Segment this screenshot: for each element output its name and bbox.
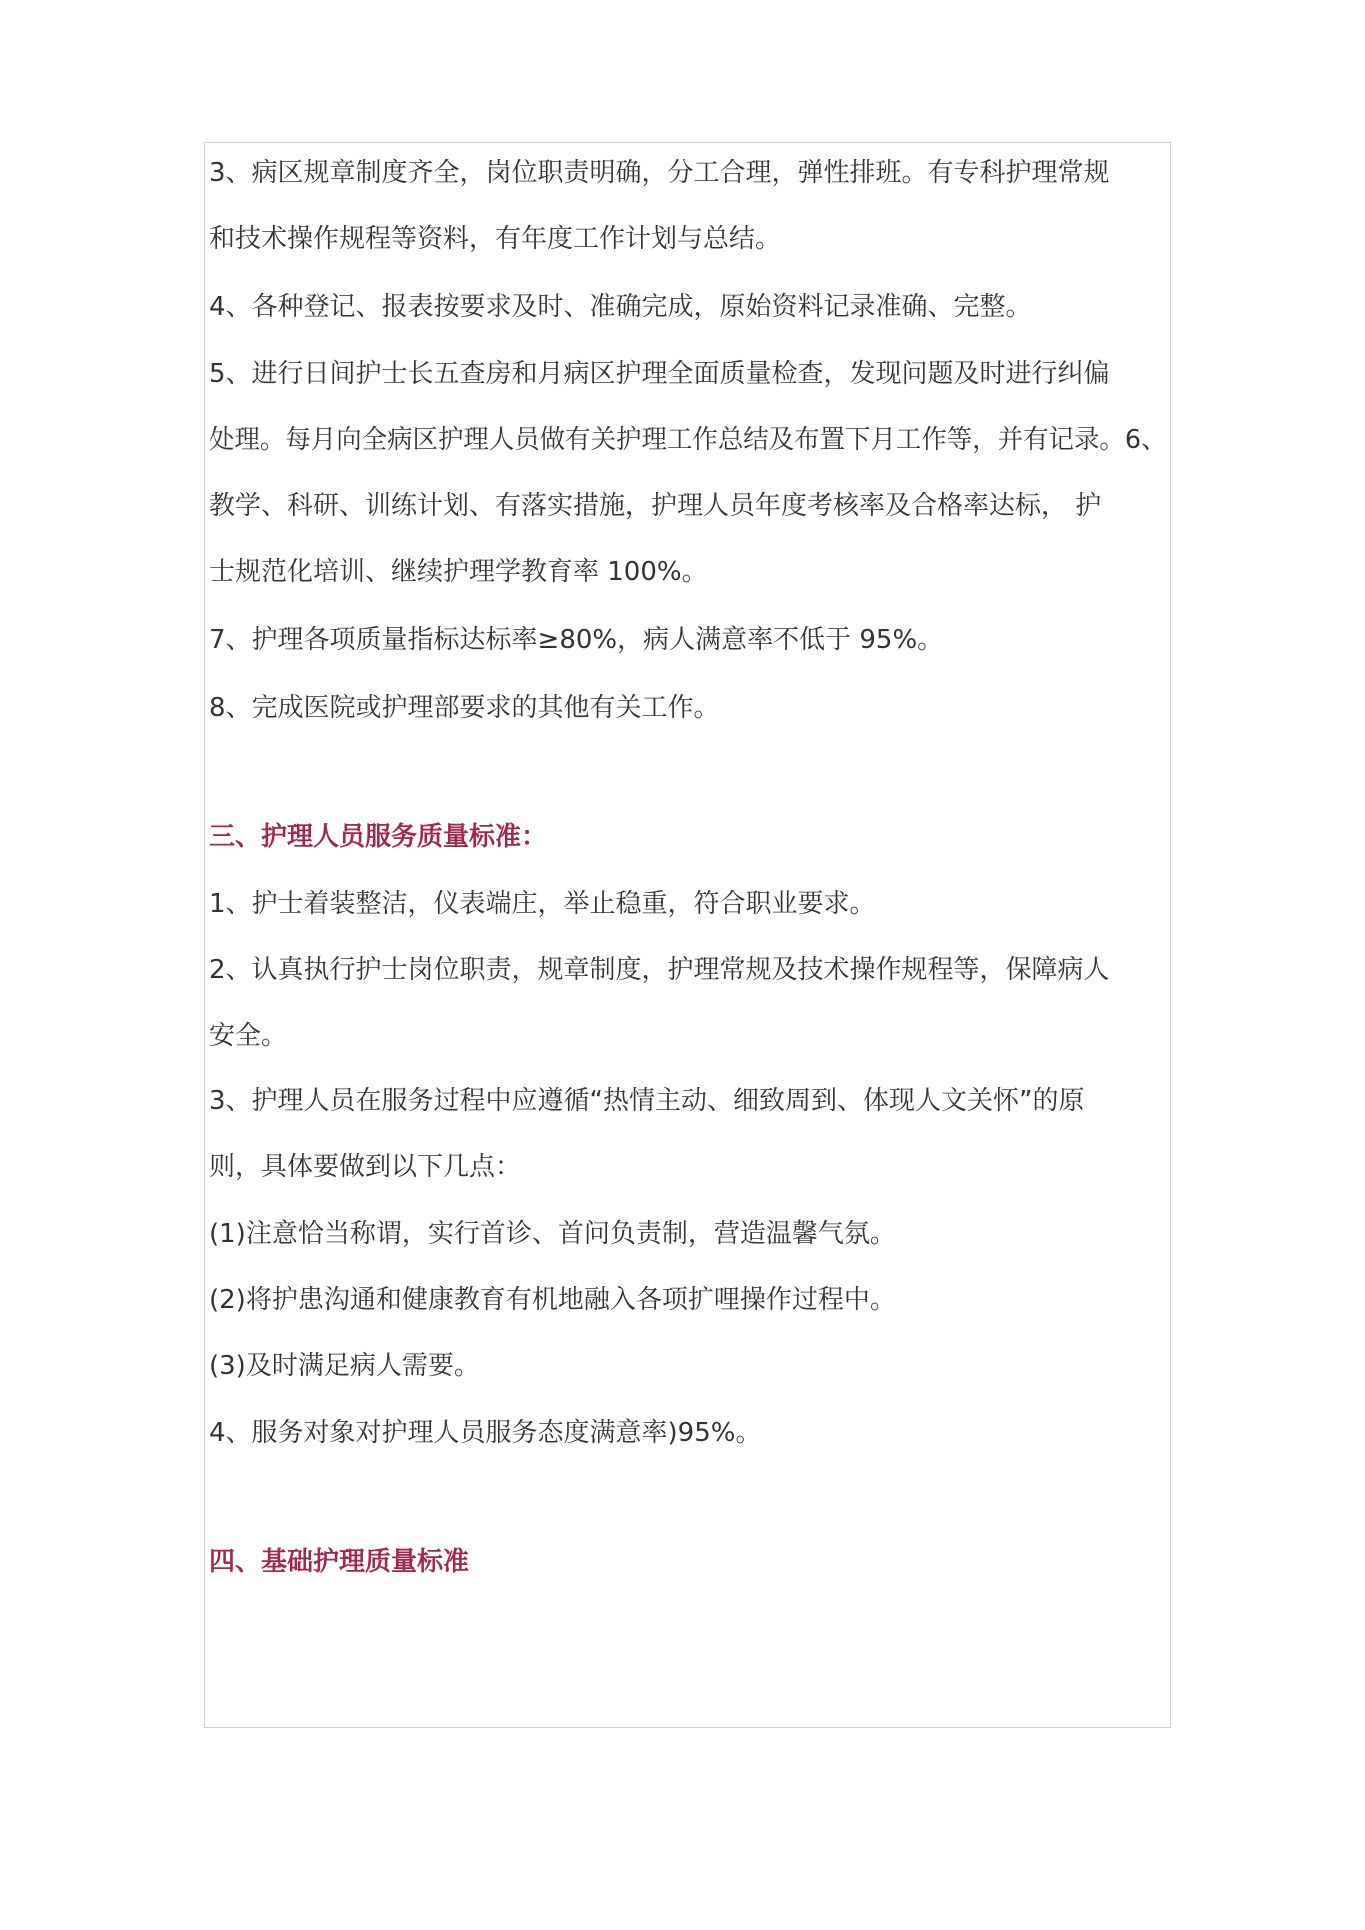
service-subitem-1: (1)注意恰当称谓，实行首诊、首问负责制，营造温馨气氛。 xyxy=(209,1219,896,1249)
service-item-1: 1、护士着装整洁，仪表端庄，举止稳重，符合职业要求。 xyxy=(209,889,876,919)
section-heading-4: 四、基础护理质量标准 xyxy=(209,1547,470,1577)
service-item-3-line-2: 则，具体要做到以下几点： xyxy=(209,1152,522,1182)
paragraph-item-5-line-1: 5、进行日间护士长五查房和月病区护理全面质量检查，发现问题及时进行纠偏 xyxy=(209,359,1110,389)
service-item-4: 4、服务对象对护理人员服务态度满意率)95%。 xyxy=(209,1418,762,1448)
service-item-2-line-1: 2、认真执行护士岗位职责，规章制度，护理常规及技术操作规程等，保障病人 xyxy=(209,955,1110,985)
paragraph-item-3-line-1: 3、病区规章制度齐全，岗位职责明确，分工合理，弹性排班。有专科护理常规 xyxy=(209,158,1110,188)
service-item-2-line-2: 安全。 xyxy=(209,1021,288,1051)
service-item-3-line-1: 3、护理人员在服务过程中应遵循“热情主动、细致周到、体现人文关怀”的原 xyxy=(209,1086,1085,1116)
paragraph-item-6-line-2: 士规范化培训、继续护理学教育率 100%。 xyxy=(209,557,708,587)
paragraph-item-3-line-2: 和技术操作规程等资料，有年度工作计划与总结。 xyxy=(209,224,782,254)
service-subitem-2: (2)将护患沟通和健康教育有机地融入各项扩哩操作过程中。 xyxy=(209,1285,896,1315)
paragraph-item-7: 7、护理各项质量指标达标率≥80%，病人满意率不低于 95%。 xyxy=(209,625,944,655)
paragraph-item-6-line-1: 教学、科研、训练计划、有落实措施，护理人员年度考核率及合格率达标， 护 xyxy=(209,491,1102,521)
document-frame xyxy=(204,142,1171,1728)
paragraph-item-8: 8、完成医院或护理部要求的其他有关工作。 xyxy=(209,693,720,723)
section-heading-3: 三、护理人员服务质量标准： xyxy=(209,822,548,852)
service-subitem-3: (3)及时满足病人需要。 xyxy=(209,1351,480,1381)
paragraph-item-5-line-2: 处理。每月向全病区护理人员做有关护理工作总结及布置下月工作等，并有记录。6、 xyxy=(209,425,1167,455)
paragraph-item-4: 4、各种登记、报表按要求及时、准确完成，原始资料记录准确、完整。 xyxy=(209,292,1032,322)
